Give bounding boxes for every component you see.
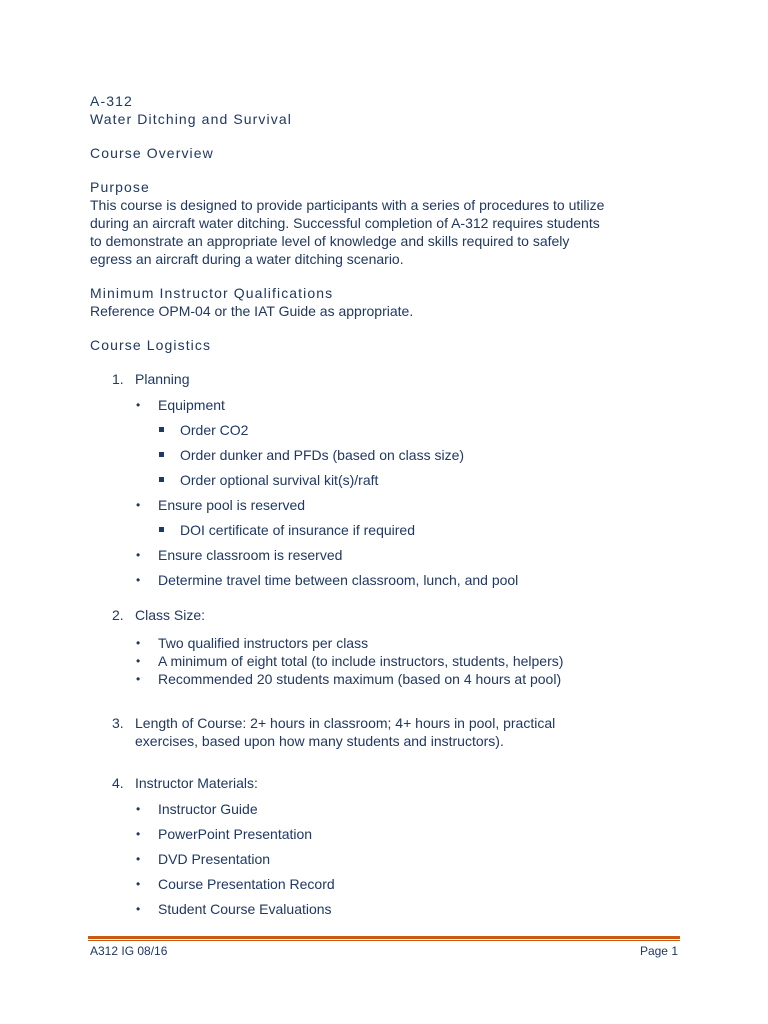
bullet-icon: • [136, 636, 141, 650]
item-number: 1. [112, 371, 124, 387]
list-item [90, 670, 690, 688]
sub-list-item [90, 471, 690, 489]
purpose-line: during an aircraft water ditching. Successful completion of A-312 requires students [90, 215, 600, 231]
item-label: Class Size: [135, 607, 206, 623]
bullet-text: A minimum of eight total (to include instructors, students, helpers) [158, 653, 564, 669]
overview-heading: Course Overview [90, 145, 214, 161]
footer-divider [88, 936, 680, 939]
purpose-line: egress an aircraft during a water ditching scenario. [90, 251, 404, 267]
bullet-icon: • [136, 672, 141, 686]
class-size-bullets [90, 634, 690, 688]
sub-list-item [90, 421, 690, 439]
planning-bullets [90, 396, 690, 589]
purpose-line: This course is designed to provide participants with a series of procedures to utilize [90, 197, 605, 213]
item-number: 3. [112, 715, 124, 731]
sub-bullet-text: Order CO2 [180, 422, 249, 438]
bullet-icon: • [136, 852, 141, 866]
footer-doc-id: A312 IG 08/16 [90, 944, 168, 958]
bullet-text: Determine travel time between classroom, lunch, and pool [158, 572, 519, 588]
course-code: A-312 [90, 93, 133, 109]
purpose-heading: Purpose [90, 179, 150, 195]
purpose-line: to demonstrate an appropriate level of knowledge and skills required to safely [90, 233, 570, 249]
item-label: Planning [135, 371, 190, 387]
course-title: Water Ditching and Survival [90, 111, 292, 127]
list-item [90, 850, 690, 868]
square-bullet-icon [159, 452, 164, 457]
footer-page-number: Page 1 [639, 944, 678, 958]
list-item [90, 875, 690, 893]
sub-bullet-text: Order optional survival kit(s)/raft [180, 472, 379, 488]
list-item [90, 634, 690, 652]
bullet-icon: • [136, 877, 141, 891]
item-number: 2. [112, 607, 124, 623]
bullet-icon: • [136, 654, 141, 668]
square-bullet-icon [159, 527, 164, 532]
list-item [90, 496, 690, 514]
bullet-text: Two qualified instructors per class [158, 635, 369, 651]
sub-list-item [90, 446, 690, 464]
logistics-heading: Course Logistics [90, 337, 212, 353]
qualifications-text: Reference OPM-04 or the IAT Guide as appropriate. [90, 303, 414, 319]
item-number: 4. [112, 775, 124, 791]
length-line: exercises, based upon how many students and instructors). [135, 733, 504, 749]
bullet-text: Recommended 20 students maximum (based on 4 hours at pool) [158, 671, 562, 687]
footer-divider-thin [88, 940, 680, 941]
list-item [90, 546, 690, 564]
logistics-item-length [90, 714, 690, 750]
bullet-text: PowerPoint Presentation [158, 826, 313, 842]
logistics-item-materials [90, 774, 690, 792]
item-label: Instructor Materials: [135, 775, 258, 791]
list-item [90, 396, 690, 414]
materials-bullets [90, 800, 690, 918]
bullet-text: Ensure classroom is reserved [158, 547, 343, 563]
bullet-text: Student Course Evaluations [158, 901, 332, 917]
bullet-text: Equipment [158, 397, 225, 413]
sub-bullet-text: DOI certificate of insurance if required [180, 522, 415, 538]
logistics-item-planning [90, 370, 690, 388]
list-item [90, 652, 690, 670]
qualifications-heading: Minimum Instructor Qualifications [90, 285, 334, 301]
bullet-icon: • [136, 498, 141, 512]
bullet-text: Ensure pool is reserved [158, 497, 306, 513]
bullet-icon: • [136, 827, 141, 841]
bullet-icon: • [136, 573, 141, 587]
square-bullet-icon [159, 477, 164, 482]
list-item [90, 900, 690, 918]
list-item [90, 825, 690, 843]
bullet-icon: • [136, 902, 141, 916]
sub-bullet-text: Order dunker and PFDs (based on class size) [180, 447, 465, 463]
bullet-text: Course Presentation Record [158, 876, 335, 892]
sub-list-item [90, 521, 690, 539]
square-bullet-icon [159, 427, 164, 432]
bullet-icon: • [136, 802, 141, 816]
list-item [90, 800, 690, 818]
bullet-text: Instructor Guide [158, 801, 258, 817]
page-content [90, 92, 690, 925]
list-item [90, 571, 690, 589]
length-line: Length of Course: 2+ hours in classroom; 4+ hours in pool, practical [135, 715, 556, 731]
logistics-item-class-size [90, 606, 690, 624]
bullet-icon: • [136, 398, 141, 412]
bullet-icon: • [136, 548, 141, 562]
bullet-text: DVD Presentation [158, 851, 271, 867]
